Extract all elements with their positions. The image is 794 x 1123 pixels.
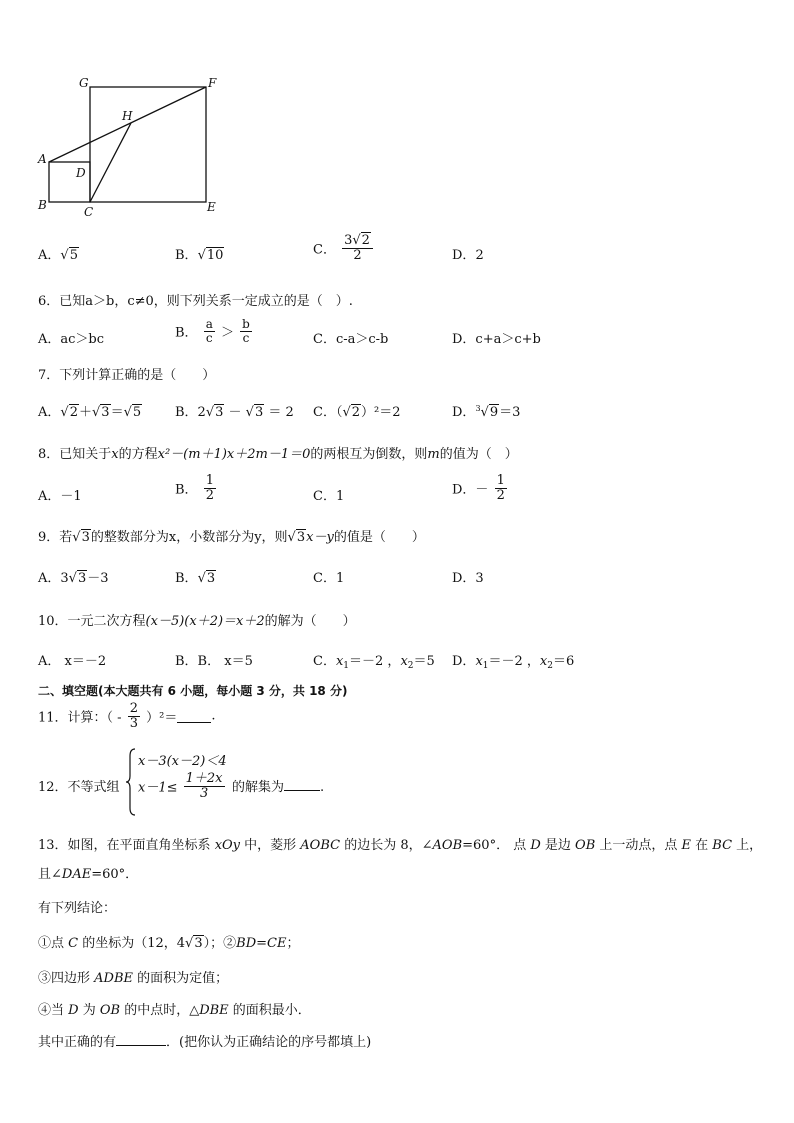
segment-ch	[90, 123, 131, 202]
label-c: C	[84, 205, 94, 219]
q11-answer-blank[interactable]	[177, 710, 211, 723]
q5-option-b: B．√10	[175, 248, 224, 263]
label-b: B	[38, 198, 47, 212]
large-square	[90, 87, 206, 202]
left-brace-icon	[126, 748, 136, 816]
label-h: H	[122, 109, 133, 123]
q13-line-7: 其中正确的有 ．(把你认为正确结论的序号都填上)	[38, 1035, 372, 1050]
q5-option-a: A．√5	[38, 248, 78, 263]
q13-answer-blank[interactable]	[116, 1033, 166, 1046]
q8-option-c: C．1	[313, 489, 345, 504]
q9-option-b: B．√3	[175, 571, 216, 586]
q12-answer-blank[interactable]	[284, 778, 320, 791]
q13-line-4: ①点 C 的坐标为（12，4√3）；②BD=CE；	[38, 936, 300, 951]
q13-line-3: 有下列结论：	[38, 901, 117, 916]
q8-option-d: D．－ $\frac{1}{2}$	[452, 473, 505, 503]
q12-inequality-2: x－1≤ $\frac{1+2x}{3}$	[138, 771, 223, 801]
q9-stem: 9．若√3的整数部分为x，小数部分为y，则√3x－y的值是（ ）	[38, 530, 425, 545]
q6-option-d: D．c+a＞c+b	[452, 332, 541, 347]
q7-option-c: C．（√2）²＝2	[313, 405, 401, 420]
q7-option-b: B．2√3 － √3 ＝ 2	[175, 405, 294, 420]
q12-label: 12．不等式组	[38, 780, 120, 795]
q9-option-c: C．1	[313, 571, 345, 586]
segment-af	[49, 87, 206, 162]
q12-tail: 的解集为 .	[232, 780, 325, 795]
q9-option-a: A．3√3－3	[38, 571, 109, 586]
q9-option-d: D．3	[452, 571, 484, 586]
label-a: A	[38, 152, 47, 166]
q5-option-c: C． $\frac{3√2}{2}$	[313, 234, 375, 262]
label-f: F	[208, 76, 217, 90]
section-heading: 二、填空题(本大题共有 6 小题，每小题 3 分，共 18 分)	[38, 684, 348, 698]
q7-stem: 7．下列计算正确的是（ ）	[38, 368, 216, 383]
label-d: D	[76, 166, 86, 180]
q6-stem: 6．已知a＞b，c≠0，则下列关系一定成立的是（ ）.	[38, 294, 353, 309]
q10-option-d: D．$x_1=-2$ ，$x_2=6$	[452, 654, 575, 671]
geometry-figure	[30, 70, 230, 220]
q11: 11．计算：（ - $\frac{2}{3}$ ）²＝ .	[38, 701, 216, 731]
q8-option-b: B． $\frac{1}{2}$	[175, 473, 214, 503]
q10-option-c: C．$x_1=-2$ ，$x_2=5$	[313, 654, 435, 671]
q7-option-a: A．√2＋√3＝√5	[38, 405, 142, 420]
q8-option-a: A．－1	[38, 489, 82, 504]
label-e: E	[207, 200, 216, 214]
q10-stem: 10．一元二次方程(x－5)(x＋2)＝x＋2的解为（ ）	[38, 614, 356, 629]
q12-inequality-1: x－3(x－2)＜4	[138, 754, 227, 769]
q6-option-b: B． $\frac{a}{c}$ ＞ $\frac{b}{c}$	[175, 317, 250, 345]
q6-option-c: C．c-a＞c-b	[313, 332, 389, 347]
q6-option-a: A．ac＞bc	[38, 332, 105, 347]
q5-option-d: D．2	[452, 248, 484, 263]
q13-line-5: ③四边形 ADBE 的面积为定值；	[38, 971, 229, 986]
q13-line-1: 13．如图，在平面直角坐标系 xOy 中，菱形 AOBC 的边长为 8，∠AOB=60°． 点 D 是边 OB 上一动点，点 E 在 BC 上，	[38, 838, 763, 853]
q13-line-2: 且∠DAE=60°．	[38, 867, 139, 882]
label-g: G	[79, 76, 89, 90]
q10-option-b: B．B． x＝5	[175, 654, 253, 669]
q10-option-a: A． x＝－2	[38, 654, 107, 669]
q7-option-d: D．$^3$√9＝3	[452, 404, 521, 420]
q8-stem: 8．已知关于x的方程x²－(m＋1)x＋2m－1＝0的两根互为倒数，则m的值为（ ）	[38, 447, 518, 462]
q13-line-6: ④当 D 为 OB 的中点时，△DBE 的面积最小．	[38, 1003, 311, 1018]
